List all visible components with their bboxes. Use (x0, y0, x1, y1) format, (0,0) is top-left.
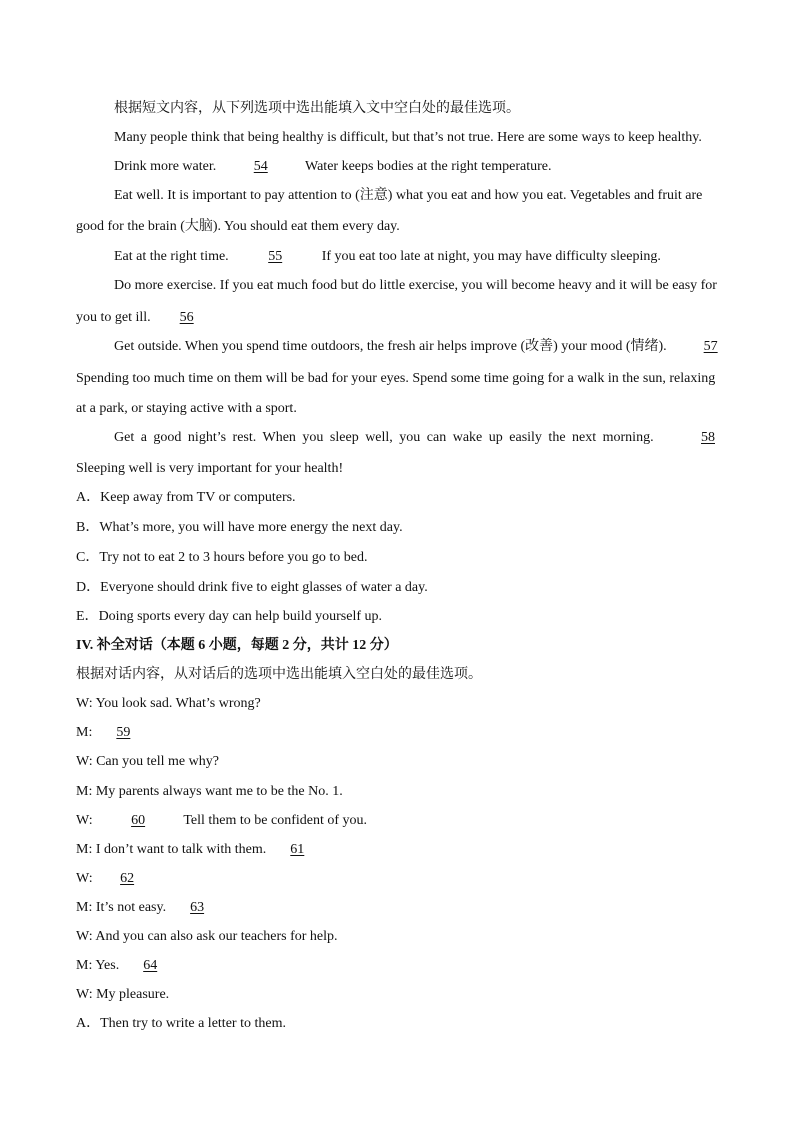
blank-57[interactable]: 57 (703, 339, 718, 354)
dialogue-text: And you can also ask our teachers for help. (95, 929, 338, 944)
passage-paragraph-eat-well-line1: Eat well. It is important to pay attention to (注意) what you eat and how you eat. Vegetables and fruit are (114, 188, 703, 203)
dialogue-text: Tell them to be confident of you. (183, 813, 368, 828)
paragraph-text: you to get ill. (76, 310, 151, 325)
option-text: Doing sports every day can help build yourself up. (98, 609, 383, 624)
speaker-label: M: (76, 725, 93, 740)
passage-paragraph-outside-line2: Spending too much time on them will be bad for your eyes. Spend some time going for a walk in the sun, relaxing (76, 371, 716, 386)
option-text: Everyone should drink five to eight glasses of water a day. (100, 580, 428, 595)
dialogue-text: You look sad. What’s wrong? (95, 696, 261, 711)
option-letter: E． (76, 609, 99, 624)
passage-paragraph-outside-line1 (114, 338, 718, 356)
dialogue-line (76, 695, 261, 713)
option-text: What’s more, you will have more energy the next day. (99, 520, 403, 535)
dialogue-line (76, 899, 221, 917)
passage-paragraph-rest-line1 (114, 429, 748, 447)
option-letter: A． (76, 490, 101, 505)
blank-60[interactable]: 60 (131, 813, 146, 828)
dialogue-line (76, 986, 169, 1004)
passage-paragraph-right-time (114, 248, 661, 266)
blank-64[interactable]: 64 (143, 958, 158, 973)
dialogue-line (76, 841, 321, 859)
speaker-label: W: (76, 929, 93, 944)
blank-59[interactable]: 59 (116, 725, 131, 740)
dialogue-line (76, 724, 147, 742)
option-text: Then try to write a letter to them. (100, 1016, 286, 1031)
dialogue-text: Yes. (95, 958, 120, 973)
blank-55[interactable]: 55 (268, 249, 283, 264)
paragraph-text: Get outside. When you spend time outdoors, the fresh air helps improve (改善) your mood (情绪). (114, 339, 667, 354)
passage-instruction: 根据短文内容，从下列选项中选出能填入文中空白处的最佳选项。 (114, 101, 520, 116)
dialogue-text: My pleasure. (96, 987, 170, 1002)
passage-paragraph-rest-line2: Sleeping well is very important for your health! (76, 461, 344, 476)
speaker-label: W: (76, 754, 93, 769)
paragraph-text: Get a good night’s rest. When you sleep well, you can wake up easily the next morning. (114, 430, 654, 445)
paragraph-text: Water keeps bodies at the right temperature. (305, 159, 552, 174)
blank-54[interactable]: 54 (253, 159, 268, 174)
option-text: Try not to eat 2 to 3 hours before you go to bed. (99, 550, 368, 565)
passage-intro: Many people think that being healthy is difficult, but that’s not true. Here are some ways to keep healthy. (114, 130, 702, 145)
passage-paragraph-water (114, 158, 552, 176)
paragraph-text: Drink more water. (114, 159, 217, 174)
option-e[interactable] (76, 608, 382, 626)
dialogue-line (76, 870, 151, 888)
dialogue-line (76, 812, 367, 830)
speaker-label: M: (76, 900, 93, 915)
passage-paragraph-exercise-line2 (76, 309, 223, 327)
passage-paragraph-outside-line3: at a park, or staying active with a sport. (76, 401, 297, 416)
speaker-label: W: (76, 987, 93, 1002)
speaker-label: M: (76, 842, 93, 857)
blank-62[interactable]: 62 (120, 871, 135, 886)
option-letter: B． (76, 520, 100, 535)
passage-paragraph-eat-well-line2: good for the brain (大脑). You should eat them every day. (76, 219, 400, 234)
option-a[interactable] (76, 489, 296, 507)
blank-61[interactable]: 61 (290, 842, 305, 857)
dialogue-line (76, 957, 174, 975)
dialogue-instruction: 根据对话内容，从对话后的选项中选出能填入空白处的最佳选项。 (76, 667, 482, 682)
dialogue-line (76, 753, 219, 771)
blank-58[interactable]: 58 (701, 430, 715, 445)
blank-56[interactable]: 56 (179, 310, 194, 325)
option-letter: C． (76, 550, 100, 565)
dialogue-text: Can you tell me why? (96, 754, 219, 769)
option-letter: D． (76, 580, 101, 595)
option-c[interactable] (76, 549, 368, 567)
dialogue-line (76, 783, 343, 801)
blank-63[interactable]: 63 (190, 900, 205, 915)
paragraph-text: Eat at the right time. (114, 249, 229, 264)
speaker-label: M: (76, 958, 93, 973)
speaker-label: W: (76, 696, 93, 711)
option-text: Keep away from TV or computers. (100, 490, 296, 505)
speaker-label: M: (76, 784, 93, 799)
speaker-label: W: (76, 813, 93, 828)
passage-paragraph-exercise-line1: Do more exercise. If you eat much food but do little exercise, you will become heavy and it will be easy for (114, 278, 717, 293)
dialogue-text: I don’t want to talk with them. (95, 842, 267, 857)
section-heading: IV. 补全对话（本题 6 小题，每题 2 分，共计 12 分） (76, 638, 398, 653)
dialogue-option-a[interactable] (76, 1015, 286, 1033)
dialogue-text: It’s not easy. (95, 900, 167, 915)
option-letter: A． (76, 1016, 101, 1031)
dialogue-text: My parents always want me to be the No. 1. (95, 784, 343, 799)
paragraph-text: If you eat too late at night, you may have difficulty sleeping. (321, 249, 661, 264)
option-d[interactable] (76, 579, 428, 597)
speaker-label: W: (76, 871, 93, 886)
dialogue-line (76, 928, 338, 946)
option-b[interactable] (76, 519, 403, 537)
